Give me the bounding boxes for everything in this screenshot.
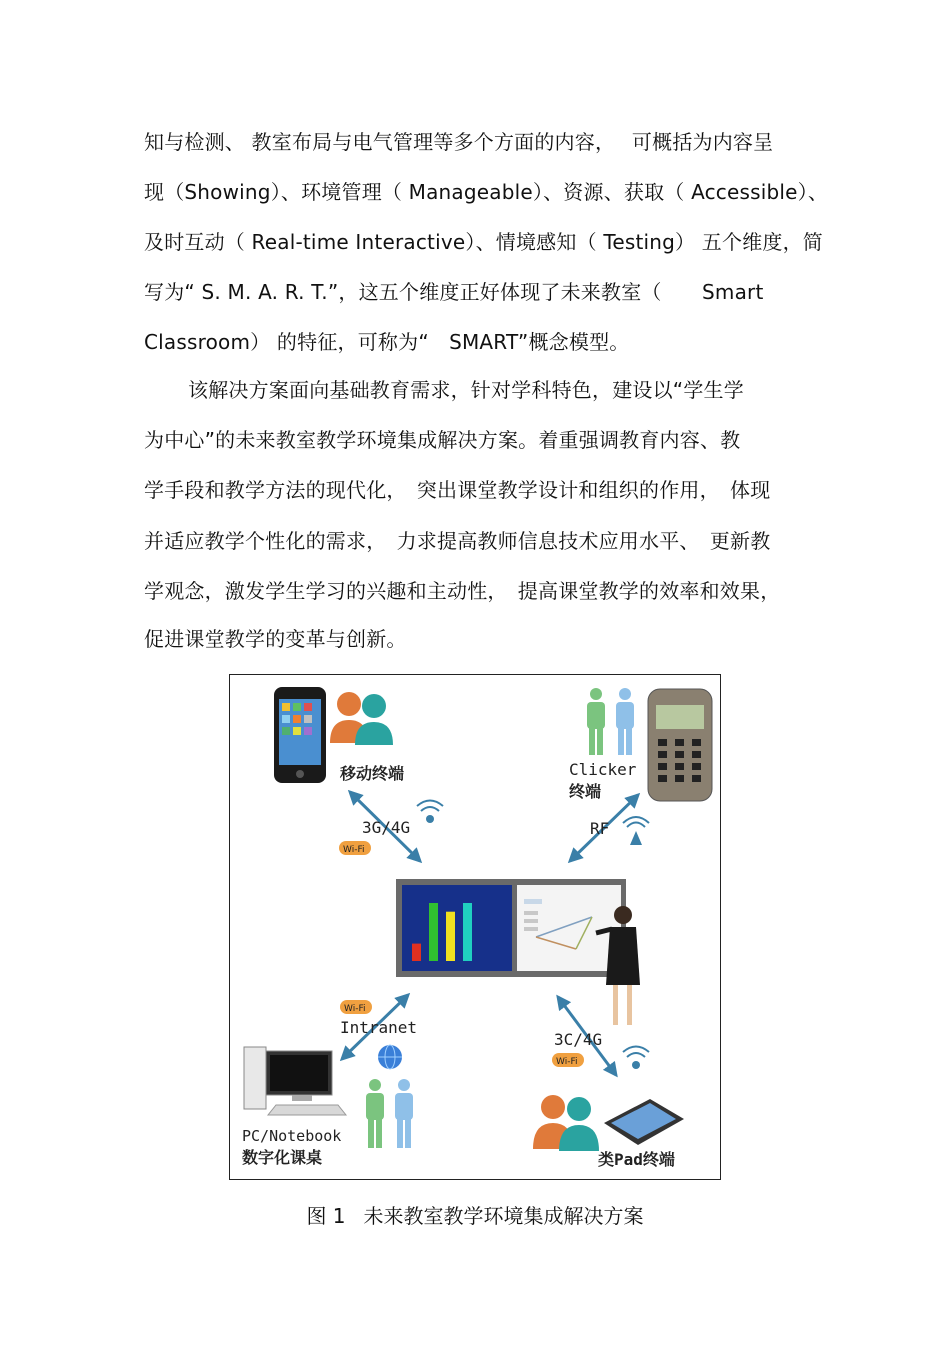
wifi-badge-icon: [552, 1053, 584, 1067]
board-bar: [412, 944, 421, 961]
wifi-signal-icon: [623, 1047, 649, 1070]
pad-users-icon: [533, 1095, 599, 1151]
paragraph-line: Classroom） 的特征，可称为“ SMART”概念模型。: [144, 330, 630, 354]
interactive-whiteboard: [396, 879, 626, 977]
pc-users-icon: [366, 1079, 413, 1148]
pad-terminal-label: 类Pad终端: [598, 1150, 675, 1169]
network-3c4g-bottom-label: 3C/4G: [554, 1030, 603, 1049]
paragraph-line: 及时互动（ Real-time Interactive）、情境感知（ Testing） 五个维度，简: [144, 230, 823, 254]
paragraph-line: 知与检测、 教室布局与电气管理等多个方面的内容， 可概括为内容呈: [144, 130, 774, 154]
mobile-terminal-label: 移动终端: [340, 764, 405, 783]
wifi-signal-icon: [417, 801, 443, 824]
svg-text:Wi-Fi: Wi-Fi: [344, 1004, 366, 1014]
clicker-label: Clicker: [569, 760, 637, 779]
clicker-device-icon: [648, 689, 712, 801]
paragraph-line: 促进课堂教学的变革与创新。: [144, 627, 407, 651]
desktop-computer-icon: [244, 1047, 346, 1115]
diagram-canvas: [230, 675, 720, 1179]
paragraph-line: 学手段和教学方法的现代化， 突出课堂教学设计和组织的作用， 体现: [144, 478, 771, 502]
antenna-icon: [623, 817, 649, 845]
figure-number: 图 1: [306, 1204, 346, 1228]
clicker-terminal-label: 终端: [569, 782, 602, 801]
tablet-icon: [604, 1099, 684, 1145]
figure-diagram: [229, 674, 721, 1180]
paragraph-line: 现（Showing）、环境管理（ Manageable）、资源、获取（ Accessible）、: [144, 180, 829, 204]
globe-icon: [378, 1045, 402, 1069]
smartphone-icon: [274, 687, 326, 783]
figure-caption: [0, 1203, 950, 1229]
paragraph-line: 为中心”的未来教室教学环境集成解决方案。着重强调教育内容、教: [144, 428, 741, 452]
digital-desk-label: 数字化课桌: [242, 1148, 323, 1167]
wifi-badge-icon: [339, 841, 371, 855]
svg-text:Wi-Fi: Wi-Fi: [556, 1057, 578, 1067]
clicker-users-icon: [587, 688, 634, 755]
figure-title: 未来教室教学环境集成解决方案: [363, 1204, 644, 1228]
wifi-badge-icon: [340, 1000, 372, 1014]
paragraph-line: 并适应教学个性化的需求， 力求提高教师信息技术应用水平、 更新教: [144, 529, 771, 553]
paragraph-line: 该解决方案面向基础教育需求，针对学科特色，建设以“学生学: [188, 378, 744, 402]
svg-text:Wi-Fi: Wi-Fi: [343, 845, 365, 855]
board-bar: [463, 903, 472, 961]
paragraph-line: 写为“ S. M. A. R. T.”，这五个维度正好体现了未来教室（ Smart: [144, 280, 764, 304]
board-bar: [446, 912, 455, 961]
users-icon: [330, 692, 393, 745]
pc-notebook-label: PC/Notebook: [242, 1127, 342, 1145]
paragraph-line: 学观念，激发学生学习的兴趣和主动性， 提高课堂教学的效率和效果，: [144, 579, 781, 603]
intranet-label: Intranet: [340, 1018, 418, 1037]
board-bar: [429, 903, 438, 961]
network-3g4g-top-label: 3G/4G: [362, 818, 411, 837]
rf-label: RF: [590, 819, 610, 838]
